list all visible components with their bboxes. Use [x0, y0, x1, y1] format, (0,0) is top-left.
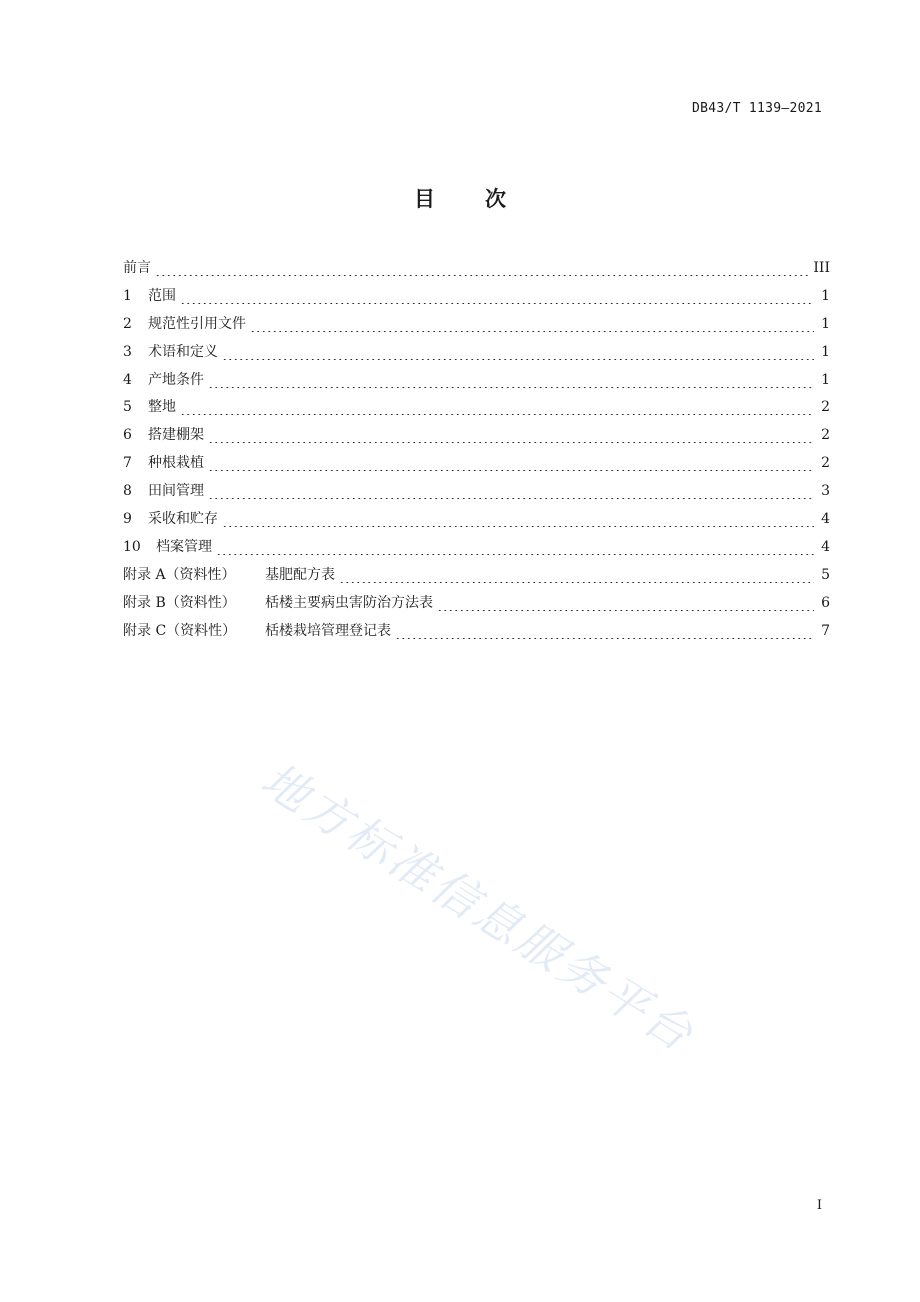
toc-entry-scope[interactable] [123, 285, 830, 313]
toc-entry-page: 1 [821, 371, 830, 388]
toc-entry-harvest-storage[interactable] [123, 508, 830, 536]
toc-entry-number: 2 [123, 315, 132, 332]
dot-leader [208, 378, 814, 388]
toc-entry-number: 6 [123, 427, 132, 444]
toc-entry-root-planting[interactable] [123, 452, 830, 480]
toc-entry-page: 5 [821, 566, 830, 583]
toc-entry-trellis-building[interactable] [123, 424, 830, 452]
dot-leader [222, 517, 814, 527]
toc-entry-production-conditions[interactable] [123, 369, 830, 397]
toc-entry-title: 栝楼主要病虫害防治方法表 [265, 594, 433, 611]
dot-leader [395, 629, 814, 639]
toc-entry-page: 7 [821, 622, 830, 639]
toc-entry-page: 6 [821, 594, 830, 611]
toc-entry-page: 1 [821, 315, 830, 332]
toc-entry-number: 4 [123, 371, 132, 388]
dot-leader [208, 489, 814, 499]
toc-entry-title: 种根栽植 [148, 455, 204, 472]
toc-entry-title: 整地 [148, 399, 176, 416]
toc-entry-field-management[interactable] [123, 480, 830, 508]
dot-leader [222, 350, 814, 360]
toc-entry-page: 4 [821, 511, 830, 528]
dot-leader [437, 601, 814, 611]
toc-entry-title: 产地条件 [148, 371, 204, 388]
toc-entry-title: 基肥配方表 [265, 566, 335, 583]
toc-appendix-label: 附录 C（资料性） [123, 622, 237, 639]
dot-leader [250, 322, 814, 332]
toc-entry-number: 9 [123, 511, 132, 528]
toc-entry-title: 栝楼栽培管理登记表 [265, 622, 391, 639]
toc-entry-title: 档案管理 [156, 538, 212, 555]
dot-leader [180, 294, 814, 304]
toc-entry-number: 8 [123, 483, 132, 500]
dot-leader [208, 461, 814, 471]
document-code: DB43/T 1139—2021 [691, 101, 822, 116]
toc-entry-appendix-c[interactable] [123, 620, 830, 648]
toc-entry-number: 5 [123, 399, 132, 416]
toc-entry-page: 4 [821, 538, 830, 555]
toc-entry-title: 规范性引用文件 [148, 315, 246, 332]
toc-entry-number: 3 [123, 343, 132, 360]
toc-entry-page: 2 [821, 399, 830, 416]
toc-entry-page: 3 [821, 483, 830, 500]
toc-entry-title: 术语和定义 [148, 343, 218, 360]
toc-entry-page: III [813, 260, 830, 276]
toc-entry-appendix-b[interactable] [123, 592, 830, 620]
dot-leader [339, 573, 814, 583]
toc-entry-title: 搭建棚架 [148, 427, 204, 444]
toc-entry-page: 1 [821, 287, 830, 304]
watermark: 地方标准信息服务平台 [252, 752, 705, 1063]
toc-entry-normative-references[interactable] [123, 313, 830, 341]
dot-leader [216, 545, 814, 555]
toc-entry-page: 1 [821, 343, 830, 360]
toc-appendix-label: 附录 A（资料性） [123, 566, 236, 583]
toc-title: 目次 [414, 187, 556, 211]
toc-entry-number: 10 [123, 538, 141, 555]
toc-entry-records-management[interactable] [123, 536, 830, 564]
toc-entry-foreword[interactable] [123, 257, 830, 285]
toc-entry-land-preparation[interactable] [123, 396, 830, 424]
toc-entry-title: 范围 [148, 287, 176, 304]
toc-appendix-label: 附录 B（资料性） [123, 594, 236, 611]
toc-entry-page: 2 [821, 427, 830, 444]
toc-entry-appendix-a[interactable] [123, 564, 830, 592]
toc-entry-number: 7 [123, 455, 132, 472]
toc-entry-title: 前言 [123, 260, 151, 276]
toc-entry-number: 1 [123, 287, 132, 304]
dot-leader [155, 266, 808, 276]
dot-leader [208, 433, 814, 443]
dot-leader [180, 405, 814, 415]
page-number: I [816, 1198, 822, 1213]
table-of-contents [123, 257, 830, 647]
toc-entry-page: 2 [821, 455, 830, 472]
toc-entry-terms-definitions[interactable] [123, 341, 830, 369]
toc-entry-title: 田间管理 [148, 483, 204, 500]
toc-entry-title: 采收和贮存 [148, 511, 218, 528]
